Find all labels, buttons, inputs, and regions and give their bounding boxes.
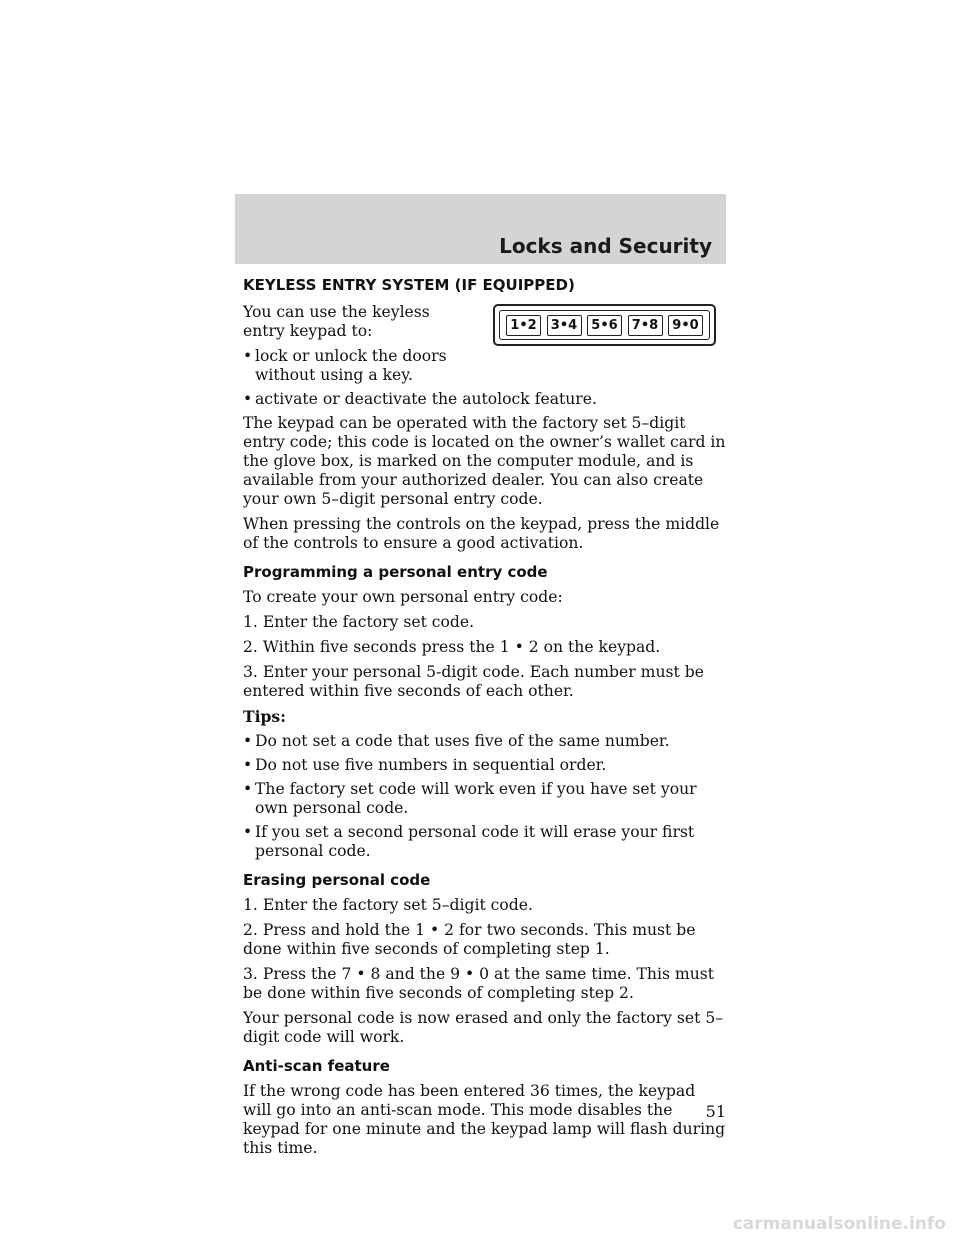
intro-text: You can use the keyless entry keypad to: <box>243 303 430 340</box>
page-content <box>243 276 727 1164</box>
keypad-key-3-4: 3•4 <box>547 315 582 336</box>
keypad-key-5-6: 5•6 <box>587 315 622 336</box>
keypad-key-7-8: 7•8 <box>628 315 663 336</box>
erasing-step: 3. Press the 7 • 8 and the 9 • 0 at the same time. This must be done within five seconds of completing step 2. <box>243 965 715 1002</box>
bullet-text: activate or deactivate the autolock feature. <box>255 390 597 408</box>
antiscan-heading: Anti-scan feature <box>243 1057 390 1075</box>
programming-step: 3. Enter your personal 5-digit code. Each number must be entered within five seconds of each other. <box>243 663 704 700</box>
erasing-step: 2. Press and hold the 1 • 2 for two seconds. This must be done within five seconds of completing step 1. <box>243 921 696 958</box>
programming-heading: Programming a personal entry code <box>243 563 548 581</box>
tip-text: If you set a second personal code it will erase your first personal code. <box>255 823 695 860</box>
watermark: carmanualsonline.info <box>732 1214 946 1234</box>
section-title: KEYLESS ENTRY SYSTEM (IF EQUIPPED) <box>243 276 575 294</box>
intro-bullet: • activate or deactivate the autolock feature. <box>243 390 597 408</box>
tip-item: • The factory set code will work even if you have set your own personal code. <box>243 780 697 817</box>
body-paragraph: When pressing the controls on the keypad, press the middle of the controls to ensure a good activation. <box>243 515 720 552</box>
tip-item: • Do not use five numbers in sequential order. <box>243 756 607 774</box>
programming-step: 1. Enter the factory set code. <box>243 613 475 631</box>
header-band <box>235 194 726 264</box>
programming-step: 2. Within five seconds press the 1 • 2 on the keypad. <box>243 638 661 656</box>
page-number: 51 <box>705 1102 726 1121</box>
tip-text: The factory set code will work even if you have set your own personal code. <box>255 780 697 817</box>
keypad-key-9-0: 9•0 <box>668 315 703 336</box>
bullet-text: lock or unlock the doors without using a key. <box>255 347 447 384</box>
erasing-step: 1. Enter the factory set 5–digit code. <box>243 896 533 914</box>
erasing-heading: Erasing personal code <box>243 871 431 889</box>
tip-item: • If you set a second personal code it will erase your first personal code. <box>243 823 695 860</box>
body-paragraph: The keypad can be operated with the factory set 5–digit entry code; this code is located on the owner’s wallet card in the glove box, is marked on the computer module, and is available from your authorized dealer. You can also create your own 5–digit personal entry code. <box>243 414 726 508</box>
tip-item: • Do not set a code that uses five of the same number. <box>243 732 670 750</box>
section-header-title: Locks and Security <box>499 234 712 258</box>
intro-bullet: • lock or unlock the doors without using a key. <box>243 347 447 384</box>
tip-text: Do not use five numbers in sequential order. <box>255 756 607 774</box>
tip-text: Do not set a code that uses five of the same number. <box>255 732 670 750</box>
programming-intro: To create your own personal entry code: <box>243 588 563 606</box>
keypad-key-1-2: 1•2 <box>506 315 541 336</box>
antiscan-text: If the wrong code has been entered 36 times, the keypad will go into an anti-scan mode. This mode disables the keypad for one minute and the keypad lamp will flash during this time. <box>243 1082 726 1157</box>
tips-label: Tips: <box>243 707 286 726</box>
erasing-outro: Your personal code is now erased and only the factory set 5–digit code will work. <box>243 1009 724 1046</box>
